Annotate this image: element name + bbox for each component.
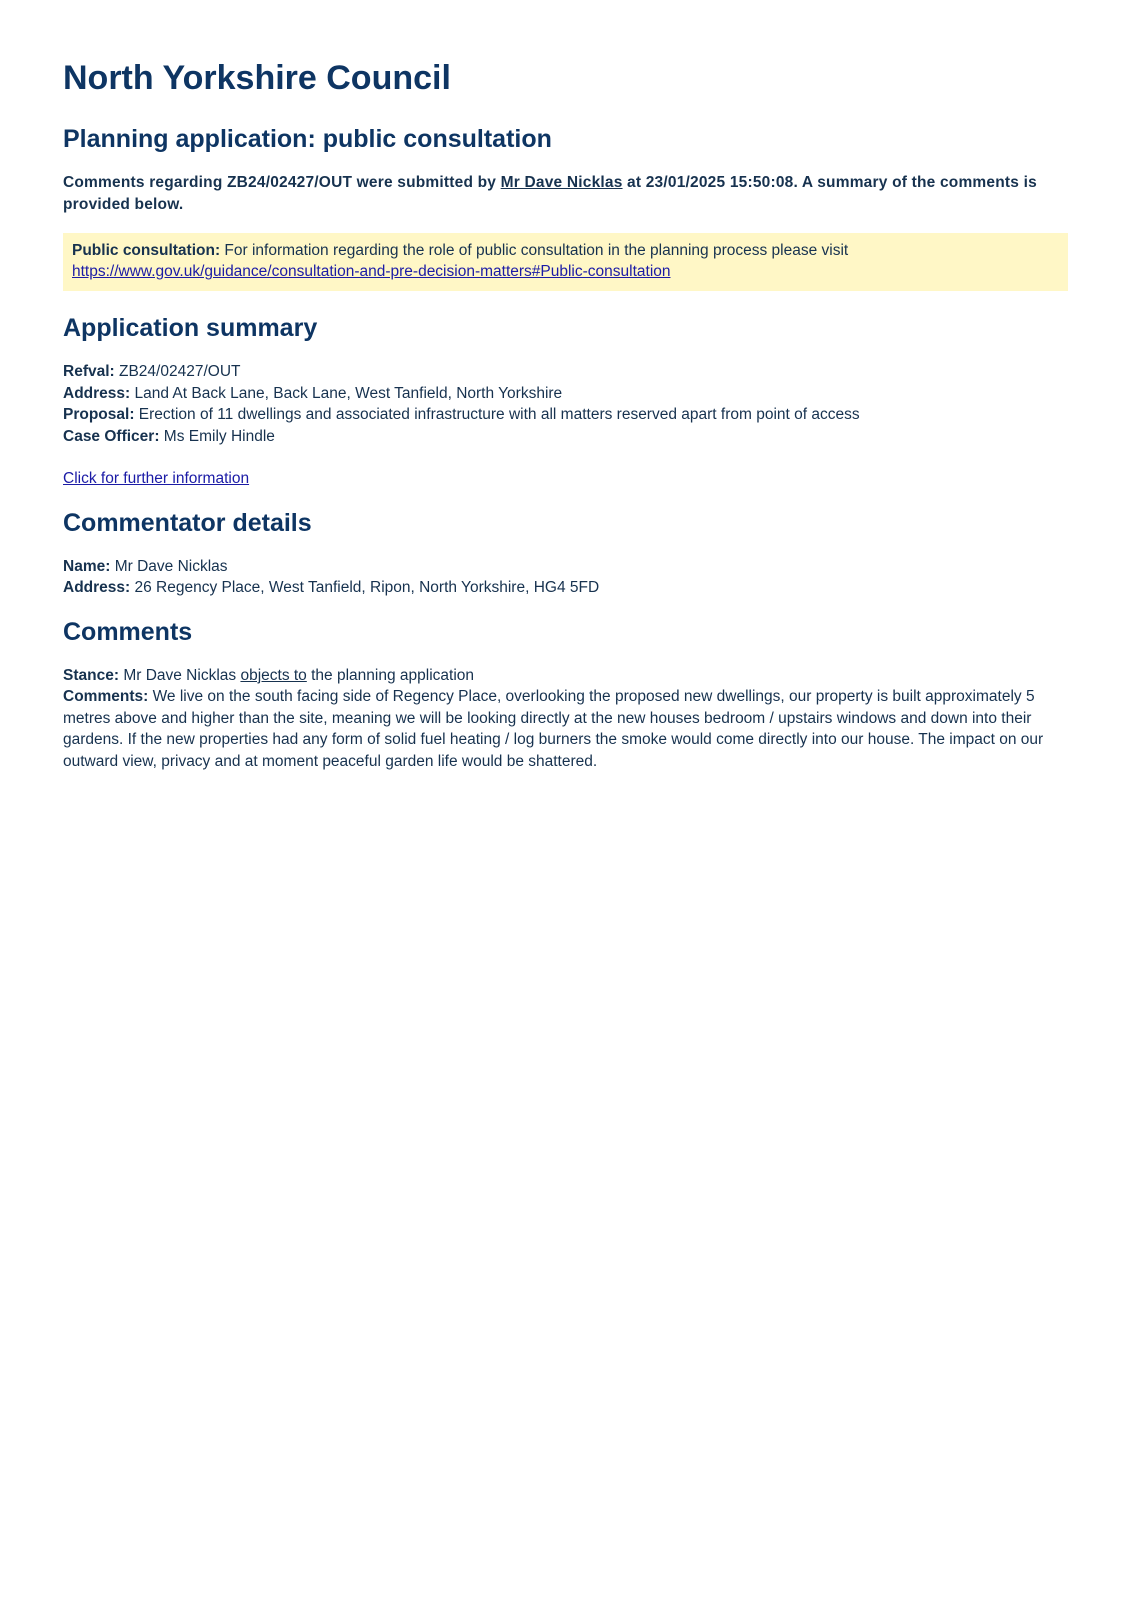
commentator-details-heading: Commentator details: [63, 508, 312, 537]
comments-section: [63, 665, 1068, 773]
comments-row: [63, 686, 1068, 772]
site-address-row: [63, 383, 1068, 405]
consultation-notice: [63, 233, 1068, 291]
case-officer-label: Case Officer:: [63, 427, 160, 445]
case-officer-value: Ms Emily Hindle: [163, 427, 275, 445]
refval-row: [63, 361, 1068, 383]
stance-label: Stance:: [63, 666, 119, 684]
site-address-value: Land At Back Lane, Back Lane, West Tanfield, North Yorkshire: [134, 384, 563, 402]
consultation-guidance-link[interactable]: https://www.gov.uk/guidance/consultation-and-pre-decision-matters#Public-consultation: [72, 263, 671, 280]
intro-suffix: at 23/01/2025 15:50:08. A summary of the comments is provided below.: [63, 174, 1037, 213]
comments-heading: Comments: [63, 617, 193, 646]
commentator-address-label: Address:: [63, 579, 131, 596]
stance-suffix: the planning application: [311, 666, 475, 684]
refval-label: Refval:: [63, 363, 115, 380]
commentator-name-label: Name:: [63, 557, 111, 575]
document-page: [63, 48, 1068, 772]
comments-body: We live on the south facing side of Regency Place, overlooking the proposed new dwellings, our property is built approximately 5 metres above and higher than the site, meaning we will be looking directly at the new houses bedroom / upstairs windows and down into their gardens. If the new properties had any form of solid fuel heating / log burners the smoke would come directly into our house. The impact on our outward view, privacy and at moment peaceful garden life would be shattered.: [63, 688, 1044, 770]
submission-intro: [63, 172, 1068, 216]
application-summary: [63, 361, 1068, 447]
refval-value: ZB24/02427/OUT: [119, 363, 241, 380]
commentator-name-value: Mr Dave Nicklas: [114, 557, 228, 575]
stance-name: Mr Dave Nicklas: [123, 666, 237, 684]
proposal-label: Proposal:: [63, 406, 135, 423]
case-officer-row: [63, 426, 1068, 448]
stance-row: [63, 665, 1068, 687]
intro-prefix: Comments regarding ZB24/02427/OUT were submitted by: [63, 174, 501, 191]
page-title: Planning application: public consultation: [63, 125, 552, 153]
application-summary-heading: Application summary: [63, 314, 318, 342]
commentator-address-value: 26 Regency Place, West Tanfield, Ripon, North Yorkshire, HG4 5FD: [134, 579, 600, 596]
site-address-label: Address:: [63, 384, 131, 402]
commentator-details: [63, 556, 1068, 599]
proposal-value: Erection of 11 dwellings and associated infrastructure with all matters reserved apart from point of access: [138, 406, 860, 423]
commentator-address-row: [63, 577, 1068, 599]
council-title: North Yorkshire Council: [63, 59, 451, 97]
submitter-link[interactable]: Mr Dave Nicklas: [500, 174, 623, 191]
proposal-row: [63, 404, 1068, 426]
comments-label: Comments:: [63, 688, 149, 705]
further-information-link[interactable]: Click for further information: [63, 470, 250, 487]
notice-text: For information regarding the role of public consultation in the planning process please visit: [220, 242, 849, 259]
commentator-name-row: [63, 556, 1068, 578]
stance-value: objects to: [240, 666, 307, 684]
notice-label: Public consultation:: [72, 242, 221, 259]
